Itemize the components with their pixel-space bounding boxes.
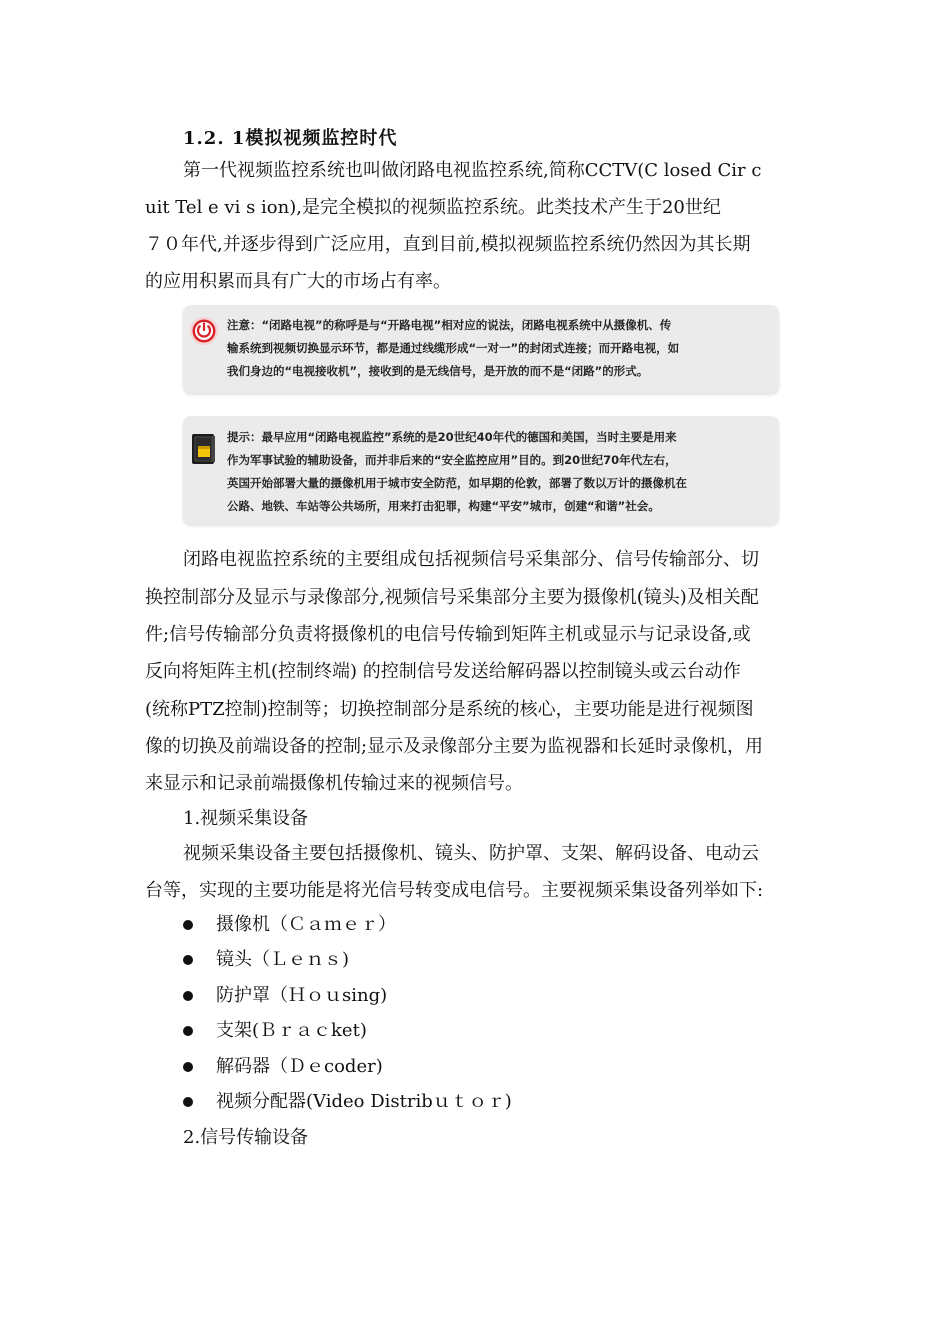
subsection-line: 视频采集设备主要包括摄像机、镜头、防护罩、支架、解码设备、电动云: [183, 843, 759, 864]
body-line: 来显示和记录前端摄像机传输过来的视频信号。: [145, 773, 523, 794]
bullet-icon: [183, 991, 193, 1001]
bullet-icon: [183, 1097, 193, 1107]
tip-line: 英国开始部署大量的摄像机用于城市安全防范，如早期的伦敦，部署了数以万计的摄像机在: [227, 476, 687, 490]
body-line: 换控制部分及显示与录像部分,视频信号采集部分主要为摄像机(镜头)及相关配: [145, 587, 759, 608]
bullet-icon: [183, 1062, 193, 1072]
tip-line: 作为军事试验的辅助设备，而并非后来的“安全监控应用”目的。到20世纪70年代左右，: [227, 453, 677, 467]
body-line: 闭路电视监控系统的主要组成包括视频信号采集部分、信号传输部分、切: [183, 549, 759, 570]
notebook-icon: [190, 432, 218, 466]
device-name: 支架(Ｂｒａｃket): [216, 1020, 367, 1041]
note-line: 输系统到视频切换显示环节，都是通过线缆形成“一对一”的封闭式连接；而开路电视，如: [227, 341, 680, 355]
note-line: 注意：“闭路电视”的称呼是与“开路电视”相对应的说法，闭路电视系统中从摄像机、传: [227, 318, 672, 332]
subsection-heading: 1.视频采集设备: [183, 808, 309, 829]
note-line: 我们身边的“电视接收机”，接收到的是无线信号，是开放的而不是“闭路”的形式。: [227, 364, 649, 378]
intro-line: 的应用积累而具有广大的市场占有率。: [145, 271, 451, 292]
bullet-icon: [183, 955, 193, 965]
device-name: 防护罩（Ｈｏｕsing): [216, 985, 388, 1006]
tip-line: 提示：最早应用“闭路电视监控”系统的是20世纪40年代的德国和美国，当时主要是用来: [227, 430, 677, 444]
device-name: 镜头（Ｌｅｎｓ): [216, 949, 350, 970]
section-heading: 1.2. 1模拟视频监控时代: [183, 128, 398, 149]
body-line: 像的切换及前端设备的控制;显示及录像部分主要为监视器和长延时录像机，用: [145, 736, 764, 757]
subsection-heading: 2.信号传输设备: [183, 1127, 309, 1148]
bullet-icon: [183, 920, 193, 930]
tip-callout: [183, 416, 779, 524]
device-name: 解码器（Ｄｅcoder): [216, 1056, 383, 1077]
bullet-icon: [183, 1026, 193, 1036]
device-name: 摄像机（Ｃａｍｅｒ）: [216, 914, 396, 935]
intro-line: uit Tel e vi s ion),是完全模拟的视频监控系统。此类技术产生于20世纪: [145, 197, 721, 218]
power-button-icon: [189, 316, 219, 346]
body-line: 反向将矩阵主机(控制终端) 的控制信号发送给解码器以控制镜头或云台动作: [145, 661, 741, 682]
intro-line: ７０年代,并逐步得到广泛应用，直到目前,模拟视频监控系统仍然因为其长期: [145, 234, 751, 255]
body-line: 件;信号传输部分负责将摄像机的电信号传输到矩阵主机或显示与记录设备,或: [145, 624, 751, 645]
body-line: (统称PTZ控制)控制等；切换控制部分是系统的核心，主要功能是进行视频图: [145, 699, 754, 720]
device-name: 视频分配器(Video Distribｕｔｏｒ): [216, 1091, 512, 1112]
subsection-line: 台等，实现的主要功能是将光信号转变成电信号。主要视频采集设备列举如下:: [145, 880, 764, 901]
intro-line: 第一代视频监控系统也叫做闭路电视监控系统,简称CCTV(C losed Cir c: [183, 160, 762, 181]
tip-line: 公路、地铁、车站等公共场所，用来打击犯罪，构建“平安”城市，创建“和谐”社会。: [227, 499, 660, 513]
note-callout: [183, 305, 779, 393]
